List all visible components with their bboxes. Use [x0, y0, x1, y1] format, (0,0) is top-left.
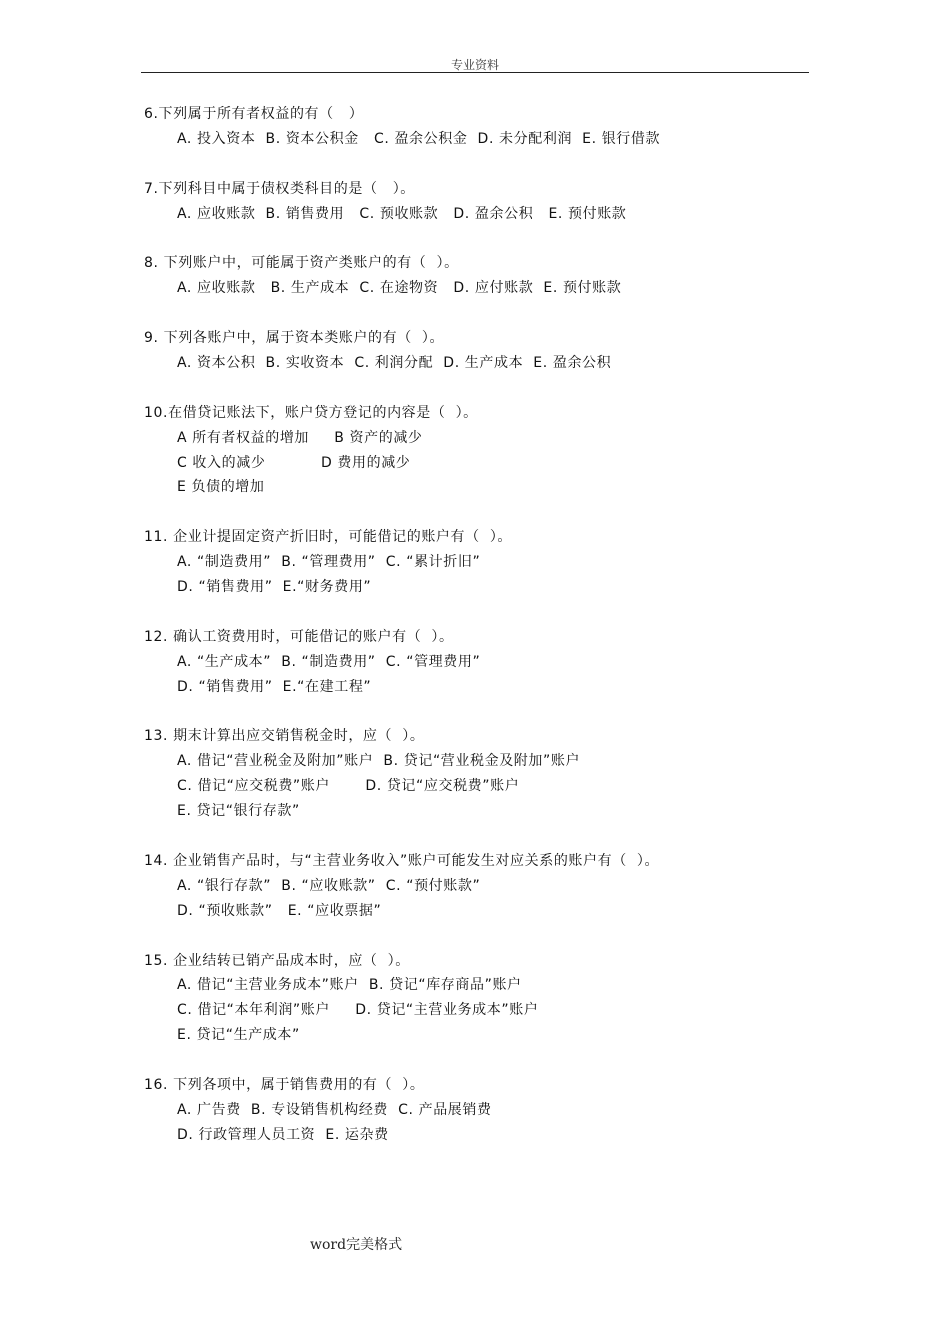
- question-9: [144, 326, 809, 401]
- question-option-line: A. 借记“主营业务成本”账户 B. 贷记“库存商品”账户: [177, 977, 522, 994]
- question-option-line: A. 应收账款 B. 生产成本 C. 在途物资 D. 应付账款 E. 预付账款: [177, 280, 622, 297]
- question-option-line: A 所有者权益的增加 B 资产的减少: [177, 429, 423, 446]
- question-option-line: C. 借记“本年利润”账户 D. 贷记“主营业务成本”账户: [177, 1002, 539, 1019]
- question-option-line: C. 借记“应交税费”账户 D. 贷记“应交税费”账户: [177, 778, 520, 795]
- question-option-line: E. 贷记“银行存款”: [177, 803, 300, 820]
- question-12: [144, 625, 809, 725]
- question-option-line: C 收入的减少 D 费用的减少: [177, 454, 411, 471]
- question-option-line: D. “销售费用” E.“财务费用”: [177, 579, 372, 596]
- page-header: [141, 54, 809, 73]
- question-13: [144, 724, 809, 849]
- question-option-line: A. “制造费用” B. “管理费用” C. “累计折旧”: [177, 554, 481, 571]
- question-15: [144, 949, 809, 1074]
- question-option-line: D. 行政管理人员工资 E. 运杂费: [177, 1126, 389, 1143]
- question-option-line: A. 投入资本 B. 资本公积金 C. 盈余公积金 D. 未分配利润 E. 银行借款: [177, 130, 661, 147]
- question-stem: 12. 确认工资费用时，可能借记的账户有（ ）。: [144, 628, 454, 645]
- question-stem: 13. 期末计算出应交销售税金时，应（ ）。: [144, 728, 425, 745]
- question-option-line: E. 贷记“生产成本”: [177, 1027, 300, 1044]
- question-6: [144, 102, 809, 177]
- header-title: 专业资料: [450, 58, 499, 72]
- question-11: [144, 525, 809, 625]
- question-8: [144, 251, 809, 326]
- question-stem: 14. 企业销售产品时，与“主营业务收入”账户可能发生对应关系的账户有（ ）。: [144, 852, 660, 869]
- question-stem: 11. 企业计提固定资产折旧时，可能借记的账户有（ ）。: [144, 529, 513, 546]
- question-stem: 7.下列科目中属于债权类科目的是（ ）。: [144, 180, 415, 197]
- question-option-line: A. 广告费 B. 专设销售机构经费 C. 产品展销费: [177, 1101, 492, 1118]
- page-footer: word完美格式: [310, 1237, 403, 1253]
- question-stem: 15. 企业结转已销产品成本时，应（ ）。: [144, 952, 410, 969]
- question-option-line: D. “预收账款” E. “应收票据”: [177, 902, 382, 919]
- question-10: [144, 401, 809, 526]
- question-option-line: A. 应收账款 B. 销售费用 C. 预收账款 D. 盈余公积 E. 预付账款: [177, 205, 627, 222]
- question-16: [144, 1073, 809, 1173]
- question-option-line: A. “银行存款” B. “应收账款” C. “预付账款”: [177, 877, 481, 894]
- question-stem: 9. 下列各账户中，属于资本类账户的有（ ）。: [144, 330, 445, 347]
- question-option-line: A. “生产成本” B. “制造费用” C. “管理费用”: [177, 653, 481, 670]
- question-7: [144, 177, 809, 252]
- question-stem: 6.下列属于所有者权益的有（ ）: [144, 106, 364, 122]
- question-14: [144, 849, 809, 949]
- question-option-line: D. “销售费用” E.“在建工程”: [177, 678, 372, 695]
- question-option-line: A. 借记“营业税金及附加”账户 B. 贷记“营业税金及附加”账户: [177, 753, 581, 770]
- question-stem: 8. 下列账户中，可能属于资产类账户的有（ ）。: [144, 255, 459, 272]
- question-option-line: E 负债的增加: [177, 479, 265, 496]
- question-stem: 10.在借贷记账法下，账户贷方登记的内容是（ ）。: [144, 404, 478, 421]
- question-list: [144, 102, 809, 1173]
- question-stem: 16. 下列各项中，属于销售费用的有（ ）。: [144, 1077, 425, 1094]
- question-option-line: A. 资本公积 B. 实收资本 C. 利润分配 D. 生产成本 E. 盈余公积: [177, 354, 612, 371]
